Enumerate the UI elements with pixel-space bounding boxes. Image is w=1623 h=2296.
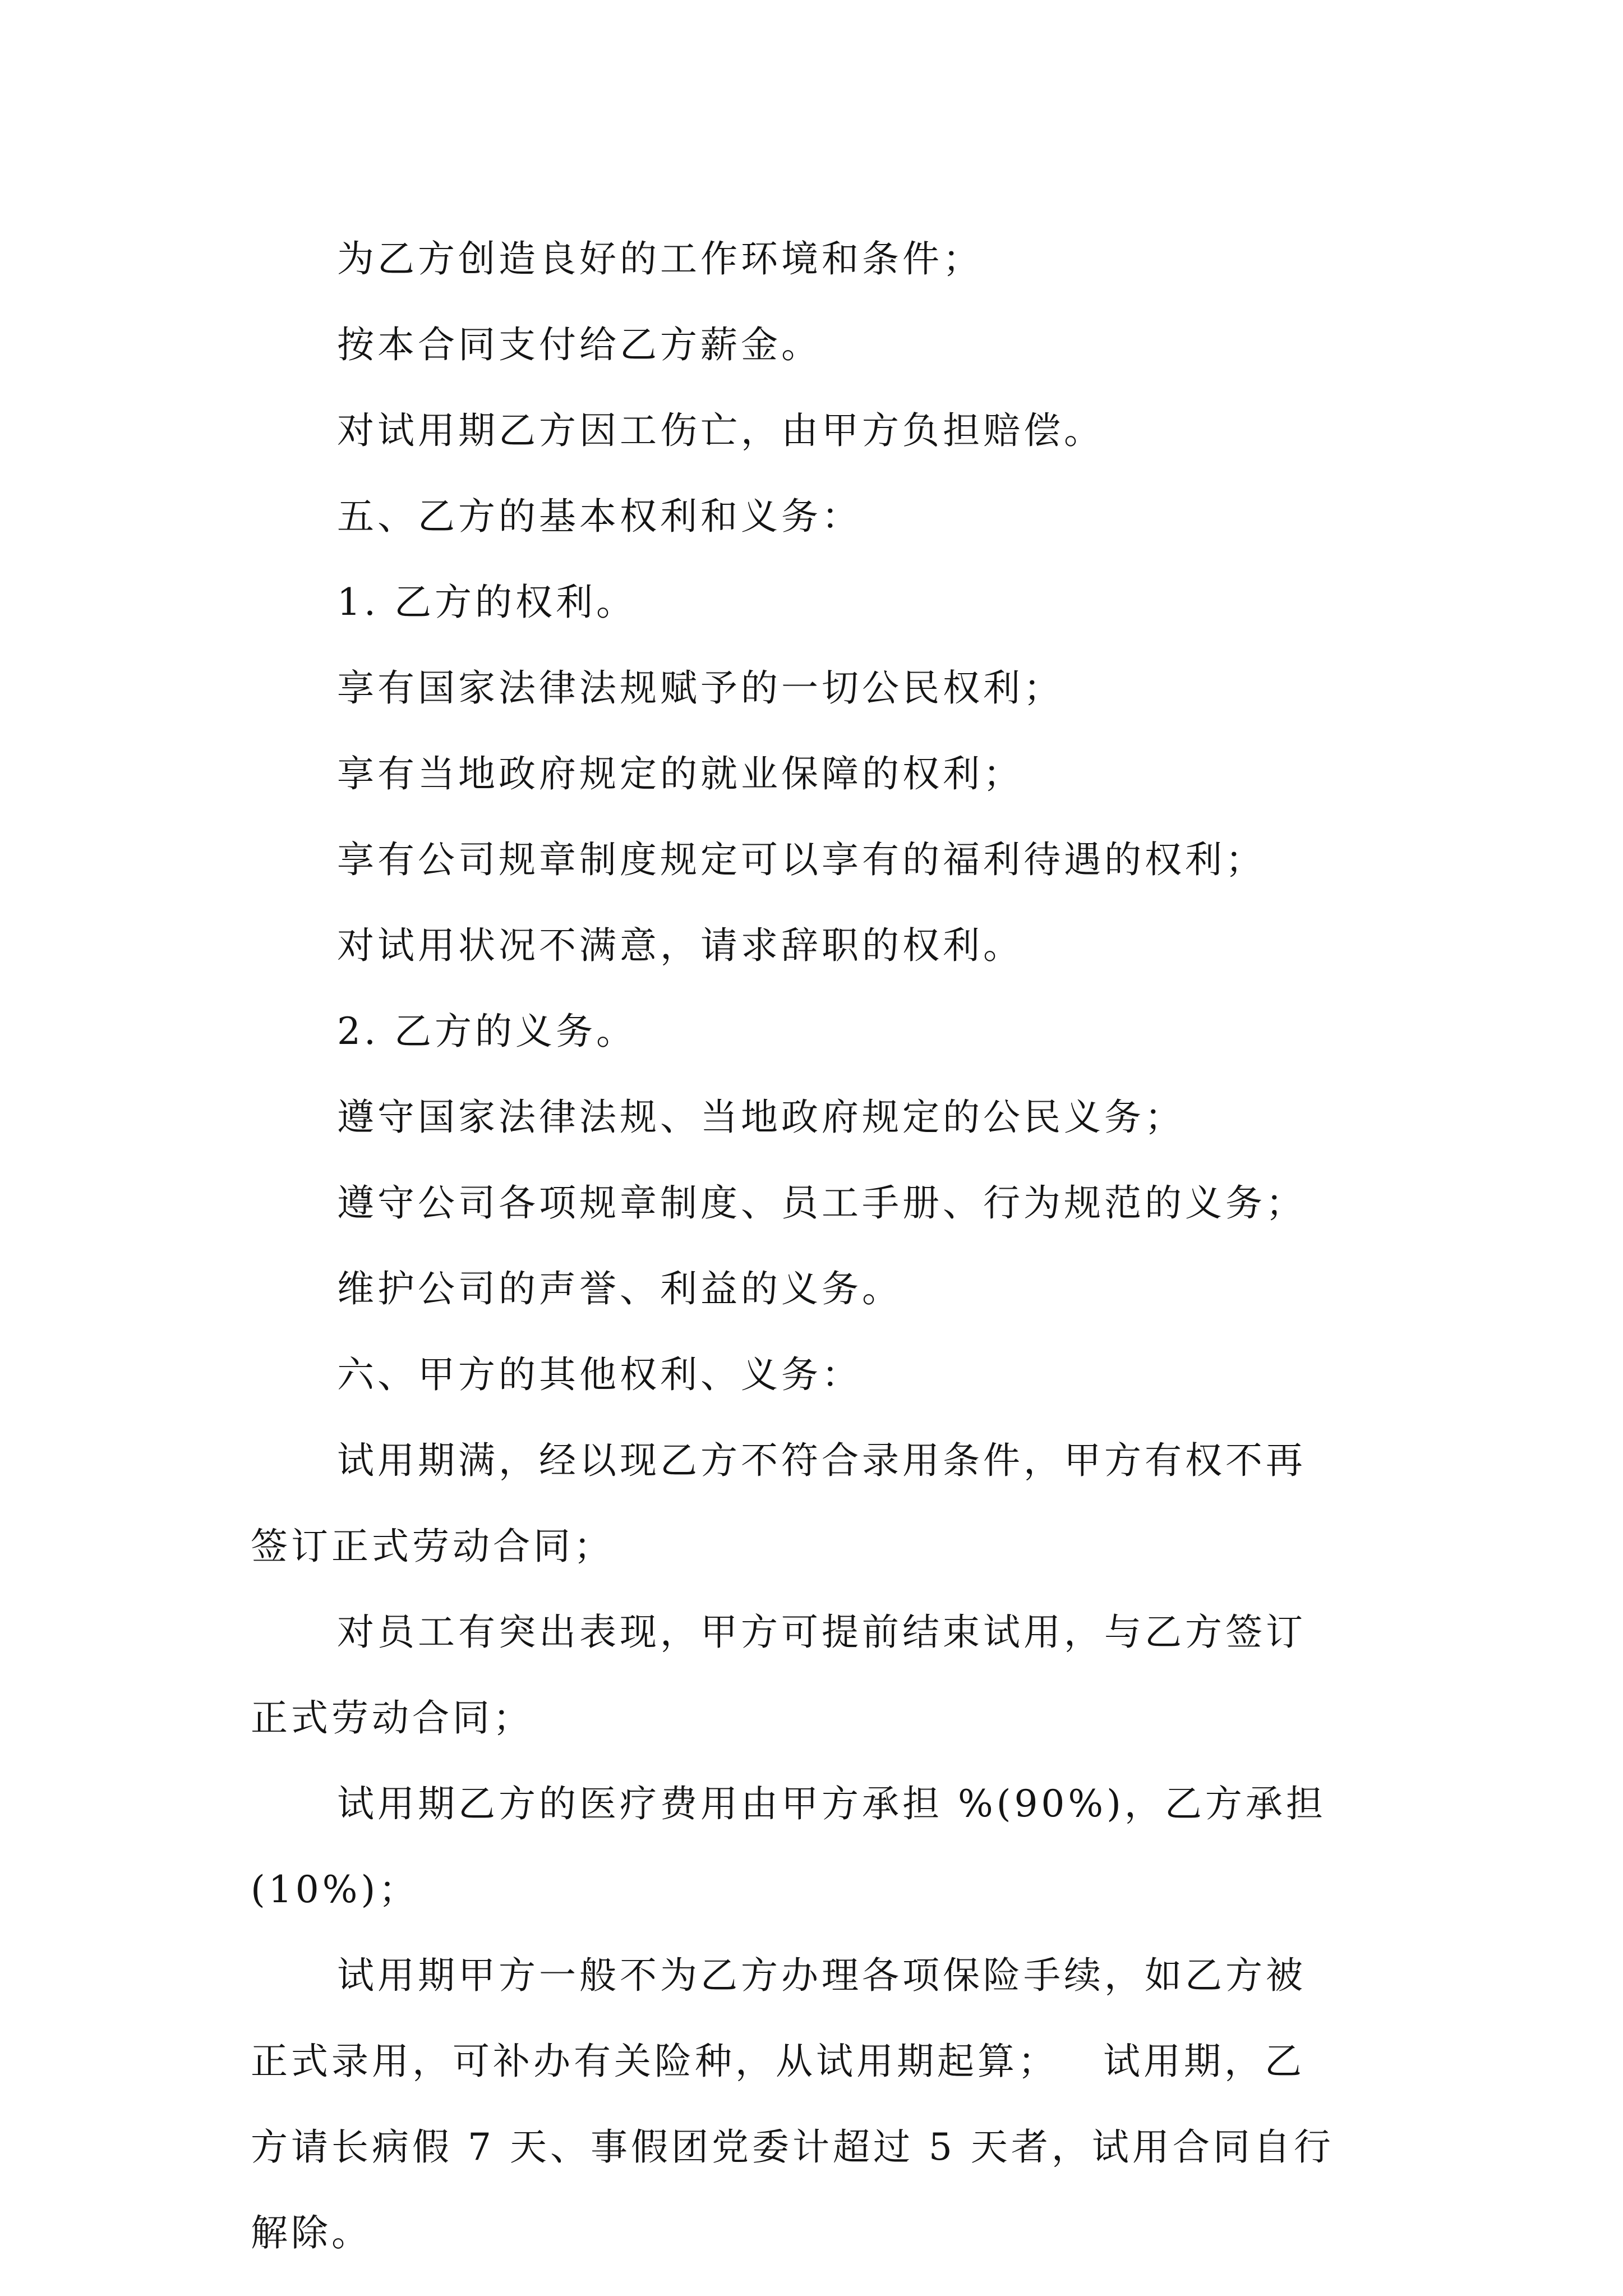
paragraph-segment: 试用期，乙: [1103, 2040, 1305, 2083]
paragraph-line: 试用期满，经以现乙方不符合录用条件，甲方有权不再: [337, 1439, 1306, 1482]
paragraph-line: 享有当地政府规定的就业保障的权利；: [337, 752, 1023, 795]
paragraph-segment: 正式录用，可补办有关险种，从试用期起算；: [251, 2040, 1058, 2083]
paragraph-line: 对试用期乙方因工伤亡，由甲方负担赔偿。: [337, 409, 1104, 452]
paragraph-line: 试用期甲方一般不为乙方办理各项保险手续，如乙方被: [337, 1954, 1306, 1997]
paragraph-line: [251, 2018, 1384, 2104]
paragraph-line: 享有公司规章制度规定可以享有的福利待遇的权利；: [337, 838, 1266, 881]
paragraph-line: 签订正式劳动合同；: [251, 1525, 614, 1568]
paragraph-line: 享有国家法律法规赋予的一切公民权利；: [337, 666, 1064, 710]
document-body: [251, 216, 1384, 2276]
section-heading: 五、乙方的基本权利和义务：: [337, 495, 862, 538]
paragraph-line: (10%)；: [251, 1868, 419, 1911]
paragraph-line: 试用期乙方的医疗费用由甲方承担 %(90%)，乙方承担: [337, 1782, 1326, 1825]
section-heading: 六、甲方的其他权利、义务：: [337, 1353, 862, 1396]
paragraph-line: 对试用状况不满意，请求辞职的权利。: [337, 924, 1023, 967]
paragraph-line: 正式劳动合同；: [251, 1696, 533, 1740]
paragraph-line: 为乙方创造良好的工作环境和条件；: [337, 237, 983, 280]
paragraph-line: 遵守公司各项规章制度、员工手册、行为规范的义务；: [337, 1181, 1306, 1225]
subsection-heading: 1. 乙方的权利。: [337, 581, 637, 624]
paragraph-line: 维护公司的声誉、利益的义务。: [337, 1267, 902, 1310]
subsection-heading: 2. 乙方的义务。: [337, 1010, 637, 1053]
paragraph-line: 方请长病假 7 天、事假团党委计超过 5 天者，试用合同自行: [251, 2125, 1334, 2169]
paragraph-line: 对员工有突出表现，甲方可提前结束试用，与乙方签订: [337, 1611, 1306, 1654]
paragraph-line: 遵守国家法律法规、当地政府规定的公民义务；: [337, 1096, 1185, 1139]
paragraph-line: 按本合同支付给乙方薪金。: [337, 323, 822, 366]
paragraph-line: 解除。: [251, 2211, 372, 2254]
